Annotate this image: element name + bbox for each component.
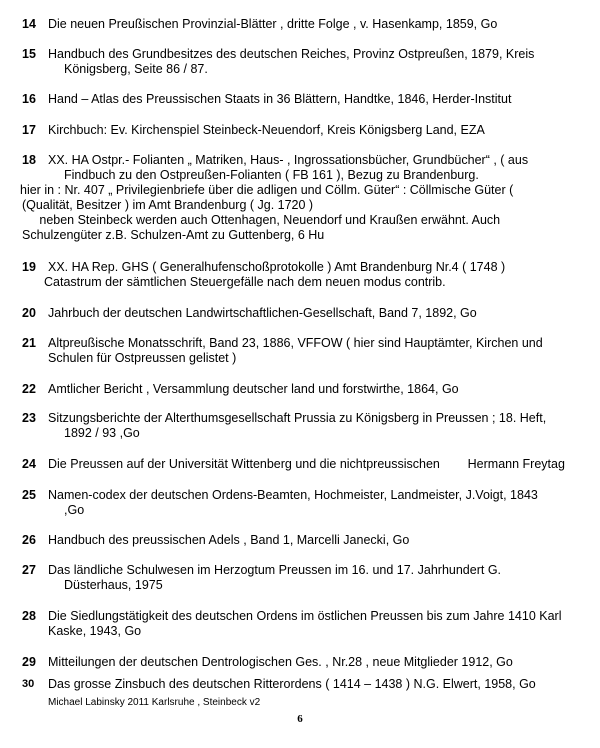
entry-text: Jahrbuch der deutschen Landwirtschaftlichen-Gesellschaft, Band 7, 1892, Go: [48, 306, 477, 320]
entry-text: Catastrum der sämtlichen Steuergefälle nach dem neuen modus contrib.: [44, 275, 446, 289]
entry-number: 25: [22, 488, 36, 502]
entry-text: Schulen für Ostpreussen gelistet ): [48, 351, 237, 365]
page-number: 6: [297, 713, 303, 725]
entry-text: Amtlicher Bericht , Versammlung deutscher land und forstwirthe, 1864, Go: [48, 382, 459, 396]
entry-18-continuation: (Qualität, Besitzer ) im Amt Brandenburg ( Jg. 1720 ): [22, 198, 314, 212]
entry-18: [0, 153, 596, 198]
entry-29: [0, 655, 596, 670]
entry-number: 22: [22, 382, 36, 396]
entry-text: Findbuch zu den Ostpreußen-Folianten ( FB 161 ), Bezug zu Brandenburg.: [64, 168, 479, 182]
entry-23: [0, 411, 596, 441]
entry-number: 23: [22, 411, 36, 425]
entry-text: Kaske, 1943, Go: [48, 624, 142, 638]
entry-number: 21: [22, 336, 36, 350]
entry-text: Die Preussen auf der Universität Wittenberg und die nichtpreussischen Hermann Freytag: [48, 457, 565, 471]
entry-number: 16: [22, 92, 36, 106]
page-footer: Michael Labinsky 2011 Karlsruhe , Steinbeck v2: [48, 697, 261, 708]
entry-text: XX. HA Ostpr.- Folianten „ Matriken, Haus- , Ingrossationsbücher, Grundbücher“ , ( aus: [48, 153, 529, 167]
entry-number: 15: [22, 47, 36, 61]
entry-14: [0, 17, 596, 32]
entry-text: Düsterhaus, 1975: [64, 578, 163, 592]
entry-18-continuation: Schulzengüter z.B. Schulzen-Amt zu Guttenberg, 6 Hu: [22, 228, 325, 242]
entry-text: XX. HA Rep. GHS ( Generalhufenschoßprotokolle ) Amt Brandenburg Nr.4 ( 1748 ): [48, 260, 506, 274]
entry-number: 19: [22, 260, 36, 274]
entry-25: [0, 488, 596, 518]
entry-number: 17: [22, 123, 36, 137]
entry-text: Das ländliche Schulwesen im Herzogtum Preussen im 16. und 17. Jahrhundert G.: [48, 563, 502, 577]
entry-number: 30: [22, 678, 35, 690]
entry-text: Das grosse Zinsbuch des deutschen Ritterordens ( 1414 – 1438 ) N.G. Elwert, 1958, Go: [48, 677, 536, 691]
entry-text: Kirchbuch: Ev. Kirchenspiel Steinbeck-Neuendorf, Kreis Königsberg Land, EZA: [48, 123, 485, 137]
entry-15: [0, 47, 596, 77]
entry-16: [0, 92, 596, 107]
entry-text: Königsberg, Seite 86 / 87.: [64, 62, 208, 76]
entry-number: 20: [22, 306, 36, 320]
entry-text: Altpreußische Monatsschrift, Band 23, 1886, VFFOW ( hier sind Hauptämter, Kirchen und: [48, 336, 543, 350]
entry-number: 14: [22, 17, 36, 31]
entry-text: Handbuch des preussischen Adels , Band 1, Marcelli Janecki, Go: [48, 533, 410, 547]
entry-18-continuation: neben Steinbeck werden auch Ottenhagen, Neuendorf und Kraußen erwähnt. Auch: [22, 213, 501, 227]
entry-number: 18: [22, 153, 36, 167]
entry-text: Handbuch des Grundbesitzes des deutschen Reiches, Provinz Ostpreußen, 1879, Kreis: [48, 47, 535, 61]
entry-text: Sitzungsberichte der Alterthumsgesellschaft Prussia zu Königsberg in Preussen ; 18. Heft,: [48, 411, 547, 425]
entry-number: 27: [22, 563, 36, 577]
entry-22: [0, 382, 596, 397]
entry-number: 24: [22, 457, 36, 471]
entry-text: Die Siedlungstätigkeit des deutschen Ordens im östlichen Preussen bis zum Jahre 1410 Karl: [48, 609, 562, 623]
entry-text: 1892 / 93 ,Go: [64, 426, 140, 440]
entry-30: [0, 677, 596, 692]
entry-text: Namen-codex der deutschen Ordens-Beamten, Hochmeister, Landmeister, J.Voigt, 1843: [48, 488, 538, 502]
entry-number: 26: [22, 533, 36, 547]
entry-number: 28: [22, 609, 36, 623]
entry-number: 29: [22, 655, 36, 669]
entry-20: [0, 306, 596, 321]
entry-19: [0, 260, 596, 290]
entry-text: Hand – Atlas des Preussischen Staats in 36 Blättern, Handtke, 1846, Herder-Institut: [48, 92, 512, 106]
entry-28: [0, 609, 596, 639]
entry-text: Mitteilungen der deutschen Dentrologischen Ges. , Nr.28 , neue Mitglieder 1912, Go: [48, 655, 513, 669]
entry-27: [0, 563, 596, 593]
entry-24: [0, 457, 596, 472]
entry-text: hier in : Nr. 407 „ Privilegienbriefe über die adligen und Cöllm. Güter“ : Cöllmische Güter (: [20, 183, 514, 197]
entry-26: [0, 533, 596, 548]
entry-text: ,Go: [64, 503, 85, 517]
entry-21: [0, 336, 596, 366]
entry-text: Die neuen Preußischen Provinzial-Blätter , dritte Folge , v. Hasenkamp, 1859, Go: [48, 17, 498, 31]
entry-17: [0, 123, 596, 138]
